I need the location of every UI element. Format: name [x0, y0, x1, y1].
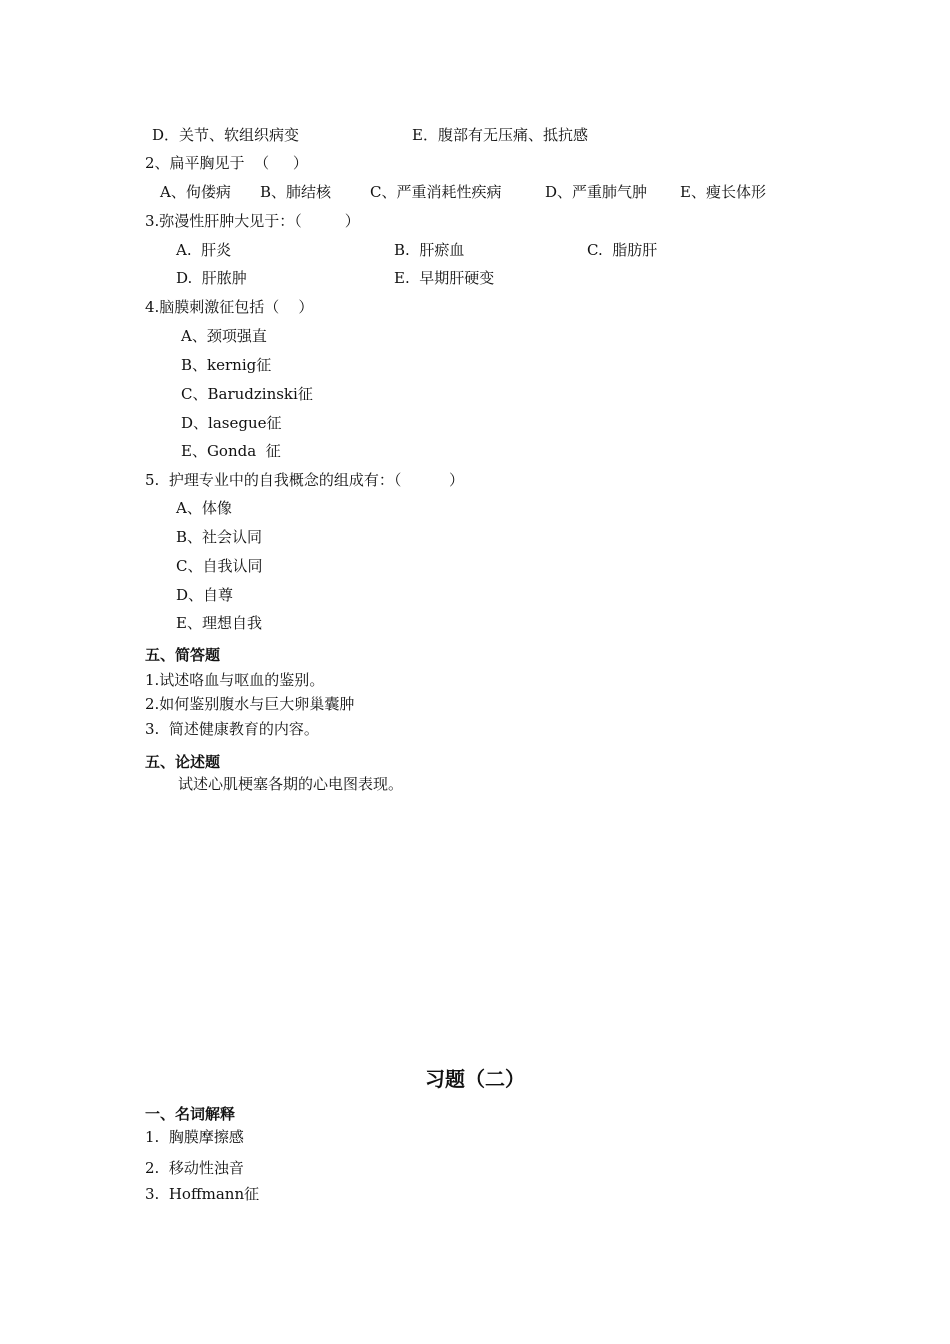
- definition-item: 1. 胸膜摩擦感: [145, 1128, 244, 1146]
- short-answer-item: 2.如何鉴别腹水与巨大卵巢囊肿: [145, 695, 355, 713]
- q2-option-d: D、严重肺气肿: [545, 183, 648, 201]
- q4-option: A、颈项强直: [181, 327, 267, 345]
- q1-option-d: D．关节、软组织病变: [152, 126, 300, 144]
- q2-option-b: B、肺结核: [260, 183, 332, 201]
- q3-option-c: C. 脂肪肝: [587, 241, 658, 259]
- q4-option: B、kernig征: [181, 356, 272, 374]
- definition-item: 3. Hoffmann征: [145, 1185, 260, 1203]
- essay-heading: 五、论述题: [145, 753, 221, 771]
- q5-option: E、理想自我: [176, 614, 262, 632]
- q4-stem: 4.脑膜刺激征包括（ ）: [145, 298, 314, 316]
- q4-option: E、Gonda 征: [181, 442, 281, 460]
- definitions-heading: 一、名词解释: [145, 1105, 236, 1123]
- q1-option-e: E．腹部有无压痛、抵抗感: [412, 126, 588, 144]
- q2-option-c: C、严重消耗性疾病: [370, 183, 502, 201]
- q2-option-e: E、瘦长体形: [680, 183, 766, 201]
- q2-stem: 2、扁平胸见于 （ ）: [145, 154, 308, 172]
- q2-option-a: A、佝偻病: [160, 183, 231, 201]
- q4-option: C、Barudzinski征: [181, 385, 313, 403]
- short-answer-item: 1.试述咯血与呕血的鉴别。: [145, 671, 325, 689]
- q3-option-e: E. 早期肝硬变: [394, 269, 495, 287]
- q5-option: D、自尊: [176, 586, 234, 604]
- q3-option-d: D. 肝脓肿: [176, 269, 247, 287]
- q3-option-b: B. 肝瘀血: [394, 241, 465, 259]
- q4-option: D、lasegue征: [181, 414, 282, 432]
- q5-stem: 5. 护理专业中的自我概念的组成有：（ ）: [145, 471, 465, 489]
- q5-option: B、社会认同: [176, 528, 263, 546]
- essay-item: 试述心肌梗塞各期的心电图表现。: [178, 775, 404, 793]
- short-answer-heading: 五、简答题: [145, 646, 221, 664]
- definition-item: 2. 移动性浊音: [145, 1159, 244, 1177]
- q5-option: C、自我认同: [176, 557, 263, 575]
- q5-option: A、体像: [176, 499, 232, 517]
- q3-option-a: A. 肝炎: [176, 241, 232, 259]
- short-answer-item: 3. 简述健康教育的内容。: [145, 720, 319, 738]
- q3-stem: 3.弥漫性肝肿大见于：（ ）: [145, 212, 360, 230]
- exercise-title: 习题（二）: [425, 1067, 525, 1091]
